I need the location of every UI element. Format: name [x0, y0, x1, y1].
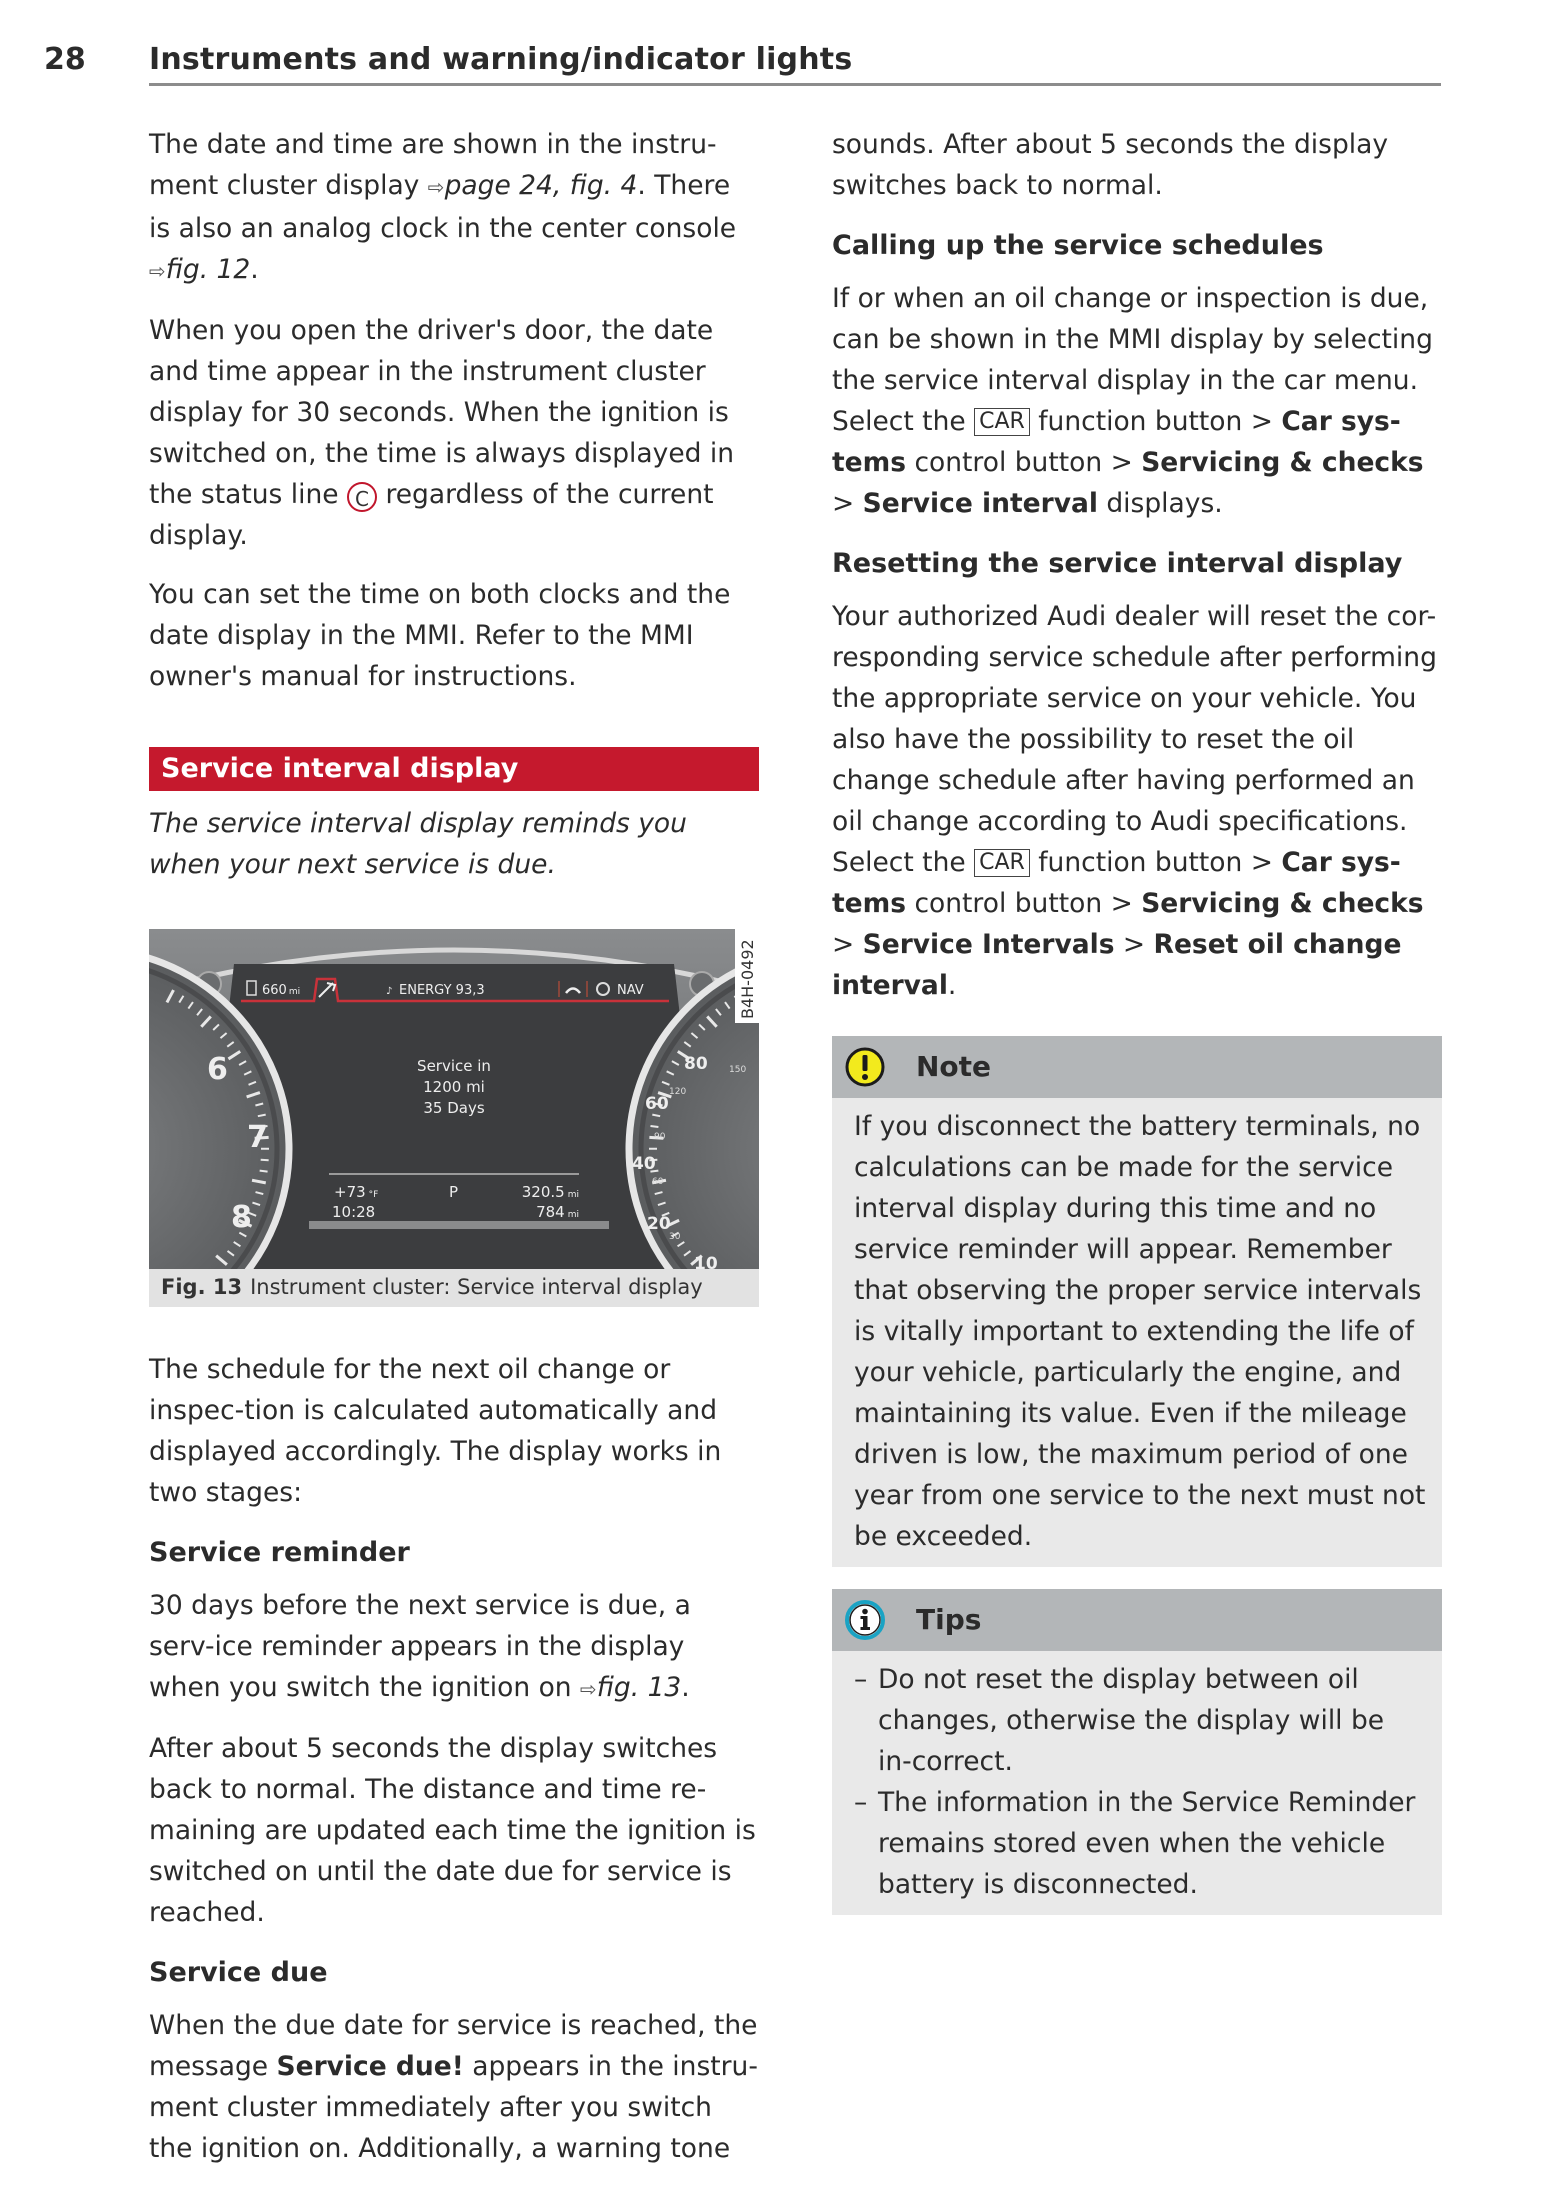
page-number: 28 [44, 42, 86, 77]
range-value: 660 mi [262, 983, 301, 998]
service-reminder-paragraph-2: After about 5 seconds the display switches back to normal. The distance and time re-maining are updated each time the ignition is switched on until the date due for service is reached. [149, 1733, 756, 1928]
page-header [0, 0, 1557, 90]
nav-label: NAV [617, 983, 644, 998]
figure-reference-link[interactable]: fig. 13 [596, 1672, 682, 1703]
text: regardless of the current display. [149, 479, 714, 551]
gauge-tick [260, 1171, 268, 1172]
note-header [832, 1036, 1442, 1098]
tips-header [832, 1589, 1442, 1651]
text: control button > [906, 888, 1142, 919]
tachometer-label: 8 [231, 1200, 252, 1235]
speedometer-kmh-label: 120 [669, 1087, 687, 1097]
tip-item [854, 1782, 1426, 1905]
speedometer-kmh-label: 150 [729, 1065, 747, 1075]
text: displays. [1097, 488, 1223, 519]
section-intro: The service interval display reminds you when your next service is due. [149, 808, 687, 880]
menu-path-item: Car sys-tems [832, 406, 1401, 478]
exclamation-icon [844, 1046, 886, 1088]
section-title-bar: Service interval display [149, 747, 759, 791]
figure-13 [149, 929, 759, 1307]
speedometer-kmh-label: 90 [654, 1132, 666, 1142]
menu-path-item: Car sys-tems [832, 847, 1401, 919]
service-reminder-heading: Service reminder [149, 1537, 410, 1568]
speedometer-label: 60 [645, 1094, 669, 1114]
text: When you open the driver's door, the date and time appear in the instrument cluster display for 30 seconds. When the ignition is switched on, the time is always displayed in the status line [149, 315, 735, 510]
figure-reference-link[interactable]: fig. 12 [165, 254, 251, 285]
tips-title: Tips [916, 1603, 982, 1636]
speedometer-kmh-label: 60 [652, 1177, 664, 1187]
menu-path-item: Reset oil change interval [832, 929, 1402, 1001]
radio-station: ENERGY 93,3 [399, 983, 485, 998]
service-due-paragraph [149, 2005, 759, 2169]
text: > [832, 929, 863, 960]
menu-path-item: Service Intervals [862, 929, 1115, 960]
intro-paragraph-3: You can set the time on both clocks and the date display in the MMI. Refer to the MMI owner's manual for instructions. [149, 579, 731, 692]
cross-reference-arrow-icon: ⇨ [149, 259, 166, 283]
car-function-key: CAR [974, 849, 1030, 877]
intro-paragraph-1 [149, 124, 759, 292]
display-bottom-bar [309, 1221, 609, 1229]
radio-icon: ♪ [386, 986, 393, 997]
odometer: 784 mi [536, 1203, 579, 1221]
speedometer-label: 40 [632, 1154, 656, 1174]
resetting-paragraph [832, 596, 1442, 1006]
service-message-line-3: 35 Days [423, 1099, 485, 1117]
gauge-tick [650, 1126, 658, 1127]
service-message-line-1: Service in [417, 1057, 491, 1075]
text: . There is also an analog clock in the center console [149, 170, 737, 244]
service-due-heading: Service due [149, 1957, 328, 1988]
page-reference-link[interactable]: page 24, fig. 4 [444, 170, 638, 201]
service-message-line-2: 1200 mi [423, 1078, 485, 1096]
callout-c-icon: C [347, 482, 377, 512]
figure-label: Fig. 13 [161, 1275, 243, 1299]
menu-path-item: Servicing & checks [1141, 888, 1424, 919]
trip-odometer: 320.5 mi [521, 1183, 579, 1201]
text: function button > [1029, 847, 1282, 878]
bullet-dash: – [854, 1664, 868, 1695]
gear-indicator: P [449, 1183, 459, 1201]
tip-item [854, 1659, 1426, 1782]
info-icon [844, 1599, 886, 1641]
speedometer-label: 20 [647, 1214, 671, 1234]
car-function-key: CAR [974, 408, 1030, 436]
text: > [832, 488, 863, 519]
text: 30 days before the next service is due, a serv-ice reminder appears in the display when you switch the ignition on [149, 1590, 691, 1703]
service-due-message: Service due! [276, 2051, 464, 2082]
menu-path-item: Service interval [862, 488, 1098, 519]
cross-reference-arrow-icon: ⇨ [580, 1677, 597, 1701]
schedule-paragraph: The schedule for the next oil change or inspec-tion is calculated automatically and displayed accordingly. The display works in two stages: [149, 1354, 722, 1508]
clock-time: 10:28 [332, 1203, 376, 1221]
continuation-paragraph: sounds. After about 5 seconds the display switches back to normal. [832, 129, 1389, 201]
figure-caption [149, 1269, 759, 1307]
note-box [832, 1036, 1442, 1567]
tip-text: Do not reset the display between oil changes, otherwise the display will be in-correct. [878, 1664, 1385, 1777]
resetting-heading: Resetting the service interval display [832, 548, 1403, 579]
calling-up-heading: Calling up the service schedules [832, 230, 1324, 261]
text: control button > [906, 447, 1142, 478]
text: . [250, 254, 259, 285]
tachometer-label: 7 [247, 1120, 268, 1155]
note-body [832, 1098, 1442, 1567]
instrument-cluster-illustration [149, 929, 759, 1269]
tips-box [832, 1589, 1442, 1915]
bullet-dash: – [854, 1787, 868, 1818]
speedometer-kmh-label: 30 [669, 1232, 681, 1242]
note-text: If you disconnect the battery terminals, no calculations can be made for the service interval display during this time and no service reminder will appear. Remember that observing the proper service intervals is vitally important to extending the life of your vehicle, particularly the engine, and maintaining its value. Even if the mileage driven is low, the maximum period of one year from one service to the next must not be exceeded. [854, 1111, 1426, 1552]
intro-paragraph-2 [149, 310, 759, 556]
text: . [681, 1672, 690, 1703]
tips-body [832, 1651, 1442, 1915]
chapter-title: Instruments and warning/indicator lights [149, 42, 853, 77]
menu-path-item: Servicing & checks [1141, 447, 1424, 478]
note-title: Note [916, 1050, 992, 1083]
tachometer-label: 6 [207, 1052, 228, 1087]
text: The date and time are shown in the instru-ment cluster display [149, 129, 717, 201]
left-column [149, 124, 759, 2169]
speedometer-label: 80 [684, 1054, 708, 1074]
text: appears in the instru-ment cluster immediately after you switch the ignition on. Additionally, a warning tone [149, 2051, 758, 2164]
calling-up-paragraph [832, 278, 1442, 524]
cross-reference-arrow-icon: ⇨ [427, 175, 445, 199]
text: If or when an oil change or inspection is due, can be shown in the MMI display by selecting the service interval display in the car menu. Select the [832, 283, 1433, 437]
tip-text: The information in the Service Reminder remains stored even when the vehicle battery is disconnected. [878, 1787, 1416, 1900]
text: Your authorized Audi dealer will reset the cor-responding service schedule after performing the appropriate service on your vehicle. You also have the possibility to reset the oil change schedule after having performed an oil change according to Audi specifications. Select the [832, 601, 1437, 878]
speedometer-label: 10 [694, 1254, 718, 1269]
text: function button > [1029, 406, 1282, 437]
text: > [1114, 929, 1154, 960]
header-rule [149, 83, 1441, 86]
text: When the due date for service is reached, the message [149, 2010, 758, 2082]
figure-caption-text: Instrument cluster: Service interval display [250, 1275, 703, 1299]
text: . [947, 970, 957, 1001]
right-column [832, 124, 1442, 1915]
outside-temperature: +73 °F [334, 1183, 379, 1201]
service-reminder-paragraph-1 [149, 1585, 759, 1710]
image-code: B4H-0492 [738, 939, 757, 1019]
